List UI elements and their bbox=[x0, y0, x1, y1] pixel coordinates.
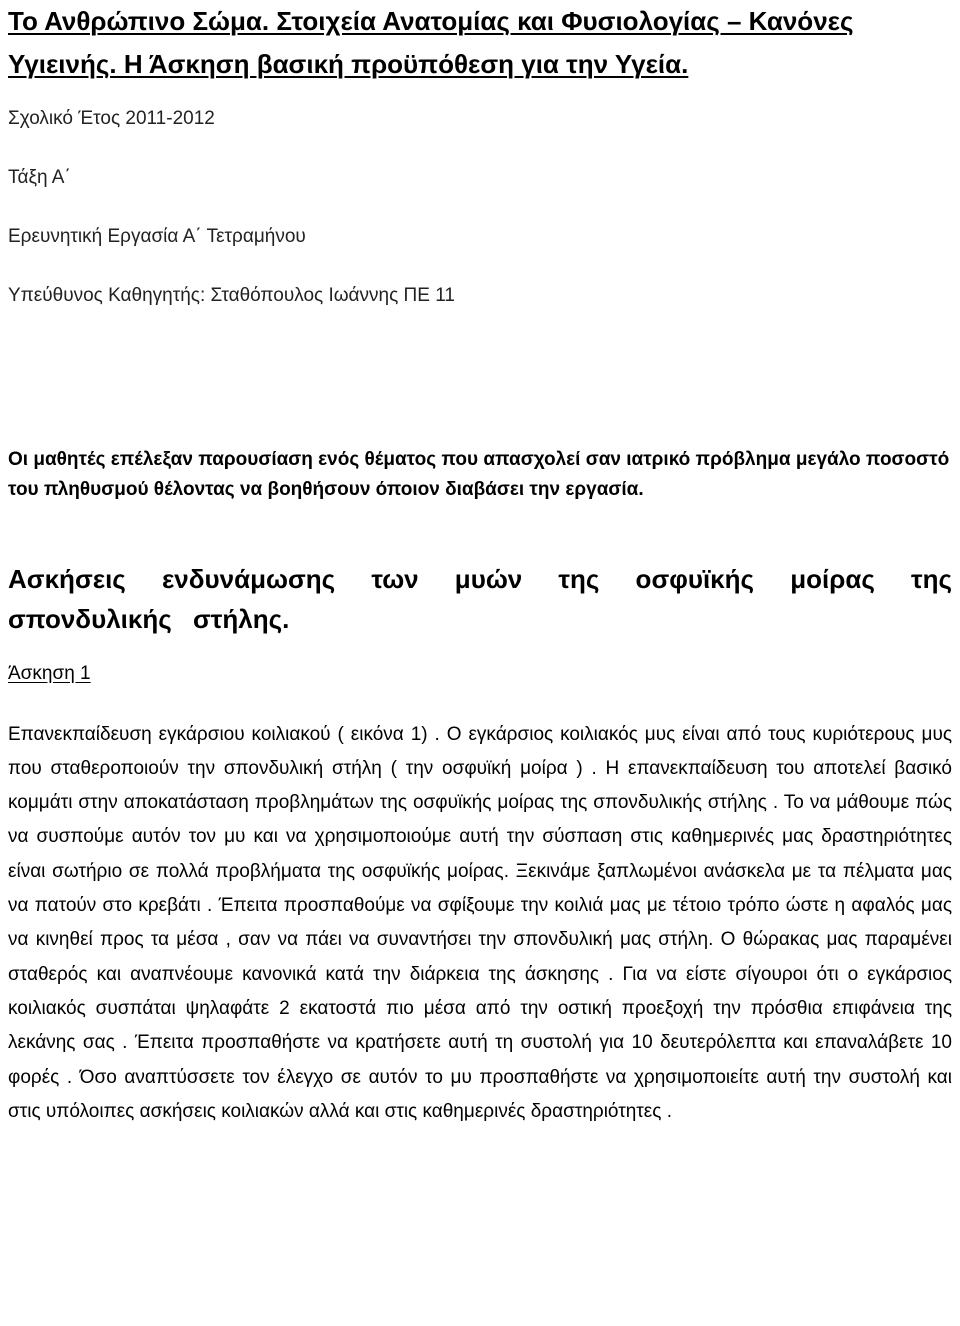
intro-paragraph: Οι μαθητές επέλεξαν παρουσίαση ενός θέματος που απασχολεί σαν ιατρικό πρόβλημα μεγάλο ποσοστό του πληθυσμού θέλοντας να βοηθήσουν όποιον διαβάσει την εργασία. bbox=[8, 449, 950, 500]
class-label: Τάξη Α΄ bbox=[8, 167, 71, 188]
exercise-label: Άσκηση 1 bbox=[8, 662, 91, 684]
section-heading: Ασκήσεις ενδυνάμωσης των μυών της οσφυϊκής μοίρας της σπονδυλικής στήλης. bbox=[8, 564, 952, 634]
school-year: Σχολικό Έτος 2011-2012 bbox=[8, 108, 215, 129]
document-title: Το Ανθρώπινο Σώμα. Στοιχεία Ανατομίας και Φυσιολογίας – Κανόνες Υγιεινής. Η Άσκηση βασική προϋπόθεση για την Υγεία. bbox=[8, 6, 854, 79]
body-paragraph: Επανεκπαίδευση εγκάρσιου κοιλιακού ( εικόνα 1) . Ο εγκάρσιος κοιλιακός μυς είναι από τους κυριότερους μυς που σταθεροποιούν την σπονδυλική στήλη ( την οσφυϊκή μοίρα ) . Η επανεκπαίδευση του αποτελεί βασικό κομμάτι στην αποκατάσταση προβλημάτων της οσφυϊκής μοίρας της σπονδυλικής στήλης . Το να μάθουμε πώς να συσπούμε αυτόν τον μυ και να χρησιμοποιούμε αυτή την σύσπαση στις καθημερινές μας δραστηριότητες είναι σωτήριο σε πολλά προβλήματα της οσφυϊκής μοίρας. Ξεκινάμε ξαπλωμένοι ανάσκελα με τα πέλματα μας να πατούν στο κρεβάτι . Έπειτα προσπαθούμε να σφίξουμε την κοιλιά μας με τέτοιο τρόπο ώστε η αφαλός μας να κινηθεί προς τα μέσα , σαν να πάει να συναντήσει την σπονδυλική μας στήλη. Ο θώρακας μας παραμένει σταθερός και αναπνέουμε κανονικά κατά την διάρκεια της άσκησης . Για να είστε σίγουροι ότι ο εγκάρσιος κοιλιακός συσπάται ψηλαφάτε 2 εκατοστά πιο μέσα από την οστική προεξοχή την πρόσθια επιφάνεια της λεκάνης σας . Έπειτα προσπαθήστε να κρατήσετε αυτή τη συστολή για 10 δευτερόλεπτα και επαναλάβετε 10 φορές . Όσο αναπτύσσετε τον έλεγχο σε αυτόν το μυ προσπαθήστε να χρησιμοποιείτε αυτή την συστολή και στις υπόλοιπες ασκήσεις κοιλιακών αλλά και στις καθημερινές δραστηριότητες . bbox=[8, 723, 952, 1122]
project-label: Ερευνητική Εργασία Α΄ Τετραμήνου bbox=[8, 226, 306, 247]
teacher-label: Υπεύθυνος Καθηγητής: Σταθόπουλος Ιωάννης ΠΕ 11 bbox=[8, 285, 455, 306]
